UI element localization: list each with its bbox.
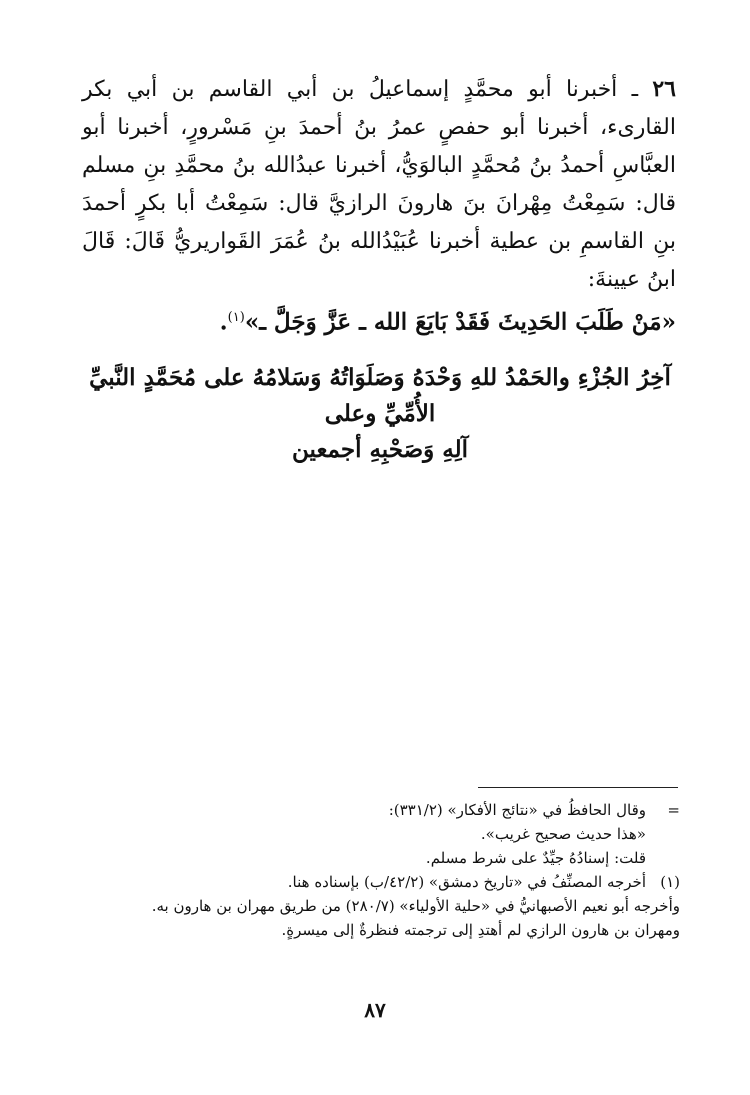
- quote-text: «مَنْ طَلَبَ الحَدِيثَ فَقَدْ بَايَعَ الله ـ عَزَّ وَجَلَّ ـ»: [244, 308, 676, 336]
- footnote-reference[interactable]: (١): [227, 310, 245, 325]
- colophon-line-1: آخِرُ الجُزْءِ والحَمْدُ للهِ وَحْدَهُ وَصَلَوَاتُهُ وَسَلامُهُ على مُحَمَّدٍ النَّبيِّ الأُمِّيِّ وعلى: [89, 364, 671, 427]
- footnote-text: «هذا حديث صحيح غريب».: [480, 825, 646, 843]
- hadith-quote: [82, 299, 676, 342]
- footnote-text: وأخرجه أبو نعيم الأصبهانيُّ في «حلية الأولياء» (٢٨٠/٧) من طريق مهران بن هارون به.: [151, 897, 680, 915]
- colophon-line-2: آلِهِ وَصَحْبِهِ أجمعين: [292, 436, 468, 463]
- hadith-number: ٢٦: [652, 76, 676, 102]
- page-number: ٨٧: [364, 998, 386, 1022]
- footnote-line: [88, 846, 680, 870]
- continuation-marker: =: [667, 801, 680, 819]
- footnote-text: قلت: إسنادُهُ جيِّدٌ على شرط مسلم.: [425, 849, 646, 867]
- footnote-divider: [478, 787, 678, 788]
- hadith-paragraph: [82, 70, 676, 299]
- footnote-line: [88, 894, 680, 918]
- hadith-block: [82, 70, 676, 342]
- footnote-line: [88, 822, 680, 846]
- footnote-1-marker: (١): [660, 873, 680, 891]
- footnote-line: [88, 798, 680, 822]
- footnotes: [88, 798, 680, 942]
- colophon: [70, 360, 690, 468]
- footnote-line: [88, 918, 680, 942]
- footnote-text: ومهران بن هارون الرازي لم أهتدِ إلى ترجمته فنظرةٌ إلى ميسرةٍ.: [281, 921, 680, 939]
- footnote-line: [88, 870, 680, 894]
- hadith-text: ـ أخبرنا أبو محمَّدٍ إسماعيلُ بن أبي القاسم بن أبي بكر القارىء، أخبرنا أبو حفصٍ عمرُ بنُ أحمدَ بنِ مَسْرورٍ، أخبرنا أبو العبَّاسِ أحمدُ بنُ مُحمَّدٍ البالوَيُّ، أخبرنا عبدُالله بنُ محمَّدِ بنِ مسلم قال: سَمِعْتُ مِهْرانَ بنَ هارونَ الرازيَّ قال: سَمِعْتُ أبا بكرٍ أحمدَ بنِ القاسمِ بن عطية أخبرنا عُبَيْدُالله بنُ عُمَرَ القَواريريُّ قَالَ: قَالَ ابنُ عيينةَ:: [82, 77, 676, 292]
- footnote-text: أخرجه المصنِّفُ في «تاريخ دمشق» (٤٢/٢/ب) بإسناده هنا.: [287, 873, 646, 891]
- footnote-text: وقال الحافظُ في «نتائج الأفكار» (٣٣١/٢):: [388, 801, 646, 819]
- quote-end: .: [219, 308, 228, 336]
